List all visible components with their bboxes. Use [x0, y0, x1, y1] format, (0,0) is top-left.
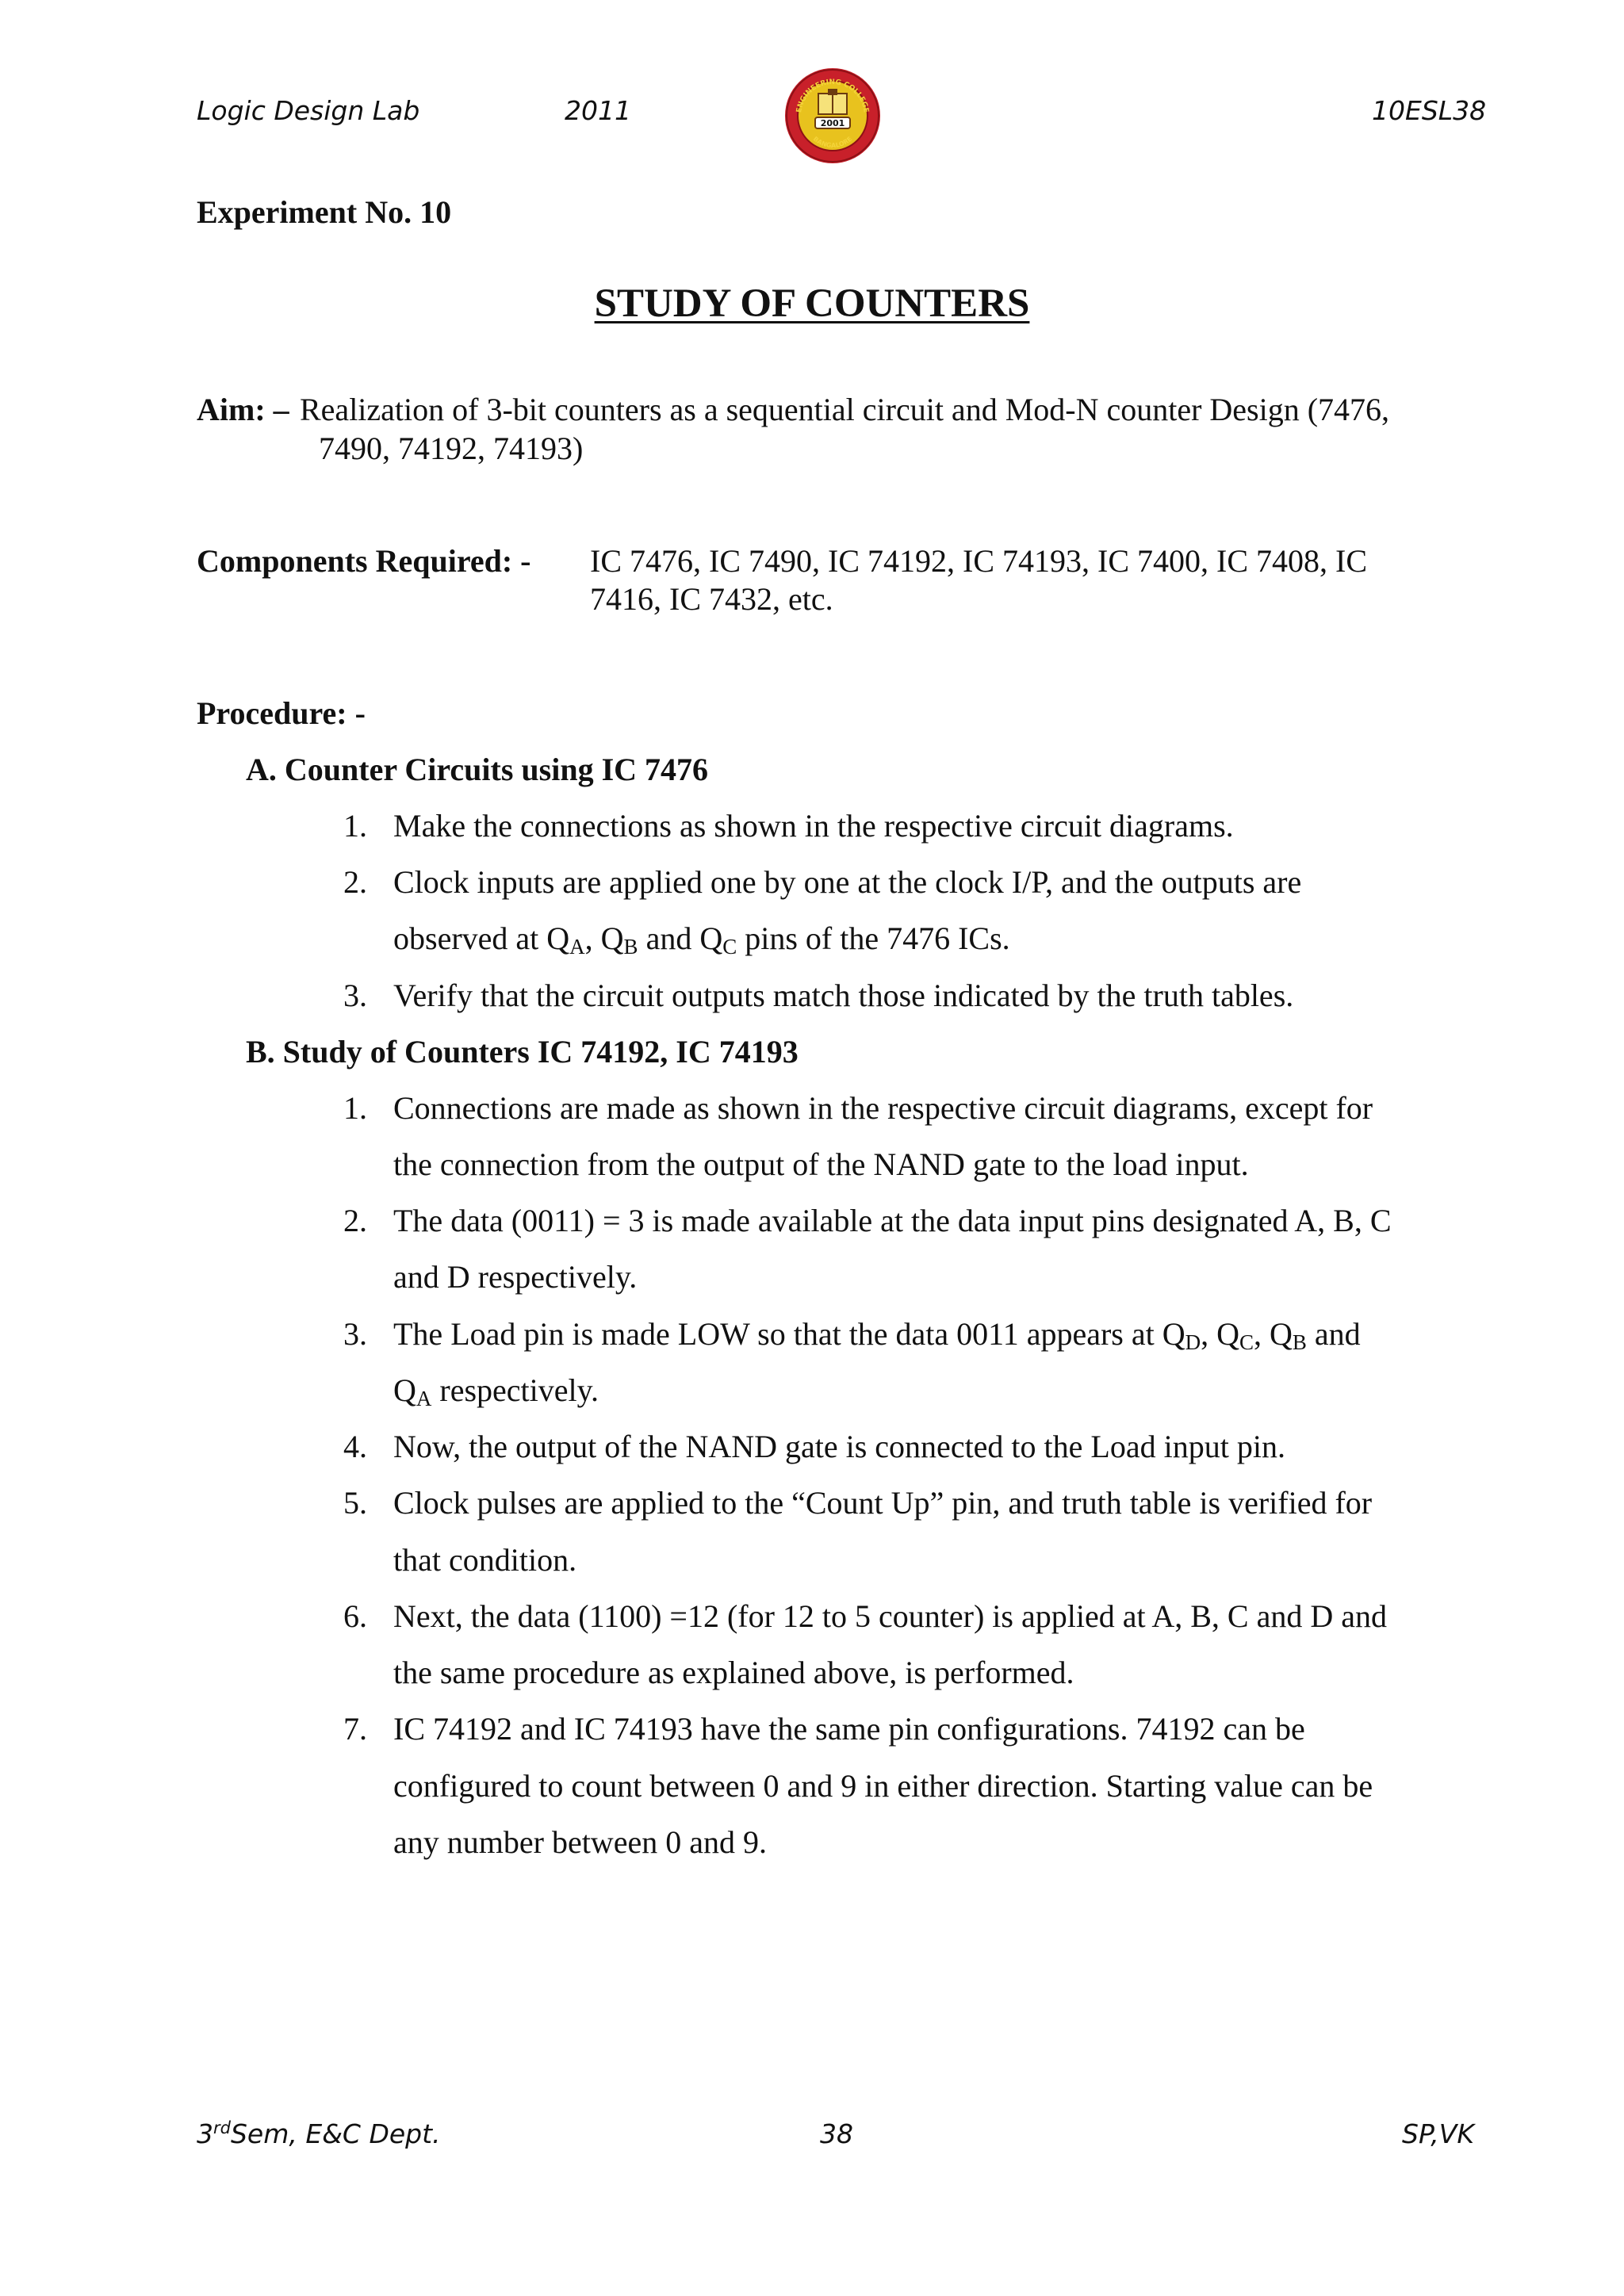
page-number: 38 [820, 2118, 853, 2149]
list-number: 6. [343, 1598, 367, 1634]
college-seal-logo [783, 67, 882, 165]
list-item-text: The data (0011) = 3 is made available at the data input pins designated A, B, C [393, 1203, 1392, 1238]
list-number: 4. [343, 1429, 367, 1464]
components-label: Components Required: - [197, 543, 531, 579]
aim-label: Aim: – [197, 392, 289, 427]
list-item-text-cont: that condition. [393, 1542, 577, 1578]
header-course-code: 10ESL38 [1372, 95, 1487, 126]
list-number: 1. [343, 808, 367, 844]
list-item-text: Clock inputs are applied one by one at the clock I/P, and the outputs are [393, 864, 1302, 900]
list-item-text: Connections are made as shown in the respective circuit diagrams, except for [393, 1090, 1373, 1126]
header-year: 2011 [565, 95, 631, 126]
footer-semester: 3rdSem, E&C Dept. [197, 2118, 441, 2149]
aim-text-line2: 7490, 74192, 74193) [319, 430, 584, 466]
list-number: 2. [343, 1203, 367, 1238]
list-item-text: Clock pulses are applied to the “Count Up” pin, and truth table is verified for [393, 1485, 1373, 1521]
section-a-heading: A. Counter Circuits using IC 7476 [246, 752, 709, 787]
footer-authors: SP,VK [1402, 2118, 1475, 2149]
list-item-text-cont: any number between 0 and 9. [393, 1824, 767, 1860]
list-number: 7. [343, 1711, 367, 1747]
list-item-text-cont: configured to count between 0 and 9 in either direction. Starting value can be [393, 1768, 1373, 1804]
section-b-heading: B. Study of Counters IC 74192, IC 74193 [246, 1034, 799, 1070]
svg-text:2001: 2001 [820, 118, 845, 128]
list-item-text-cont: the connection from the output of the NAND gate to the load input. [393, 1146, 1249, 1182]
procedure-label: Procedure: - [197, 695, 366, 731]
list-number: 2. [343, 864, 367, 900]
list-item-text-cont: observed at $Q_A$, $Q_B$ and $Q_C$ pins of the 7476 ICs. [393, 920, 1010, 959]
list-number: 1. [343, 1090, 367, 1126]
components-line1: IC 7476, IC 7490, IC 74192, IC 74193, IC 7400, IC 7408, IC [590, 543, 1367, 579]
list-item-text: Verify that the circuit outputs match those indicated by the truth tables. [393, 978, 1294, 1013]
svg-text:BANGALORE: BANGALORE [811, 135, 854, 150]
page-title: STUDY OF COUNTERS [594, 281, 1030, 326]
header-lab-name: Logic Design Lab [197, 95, 420, 126]
list-item-text: The Load pin is made LOW so that the data 0011 appears at $Q_D$, $Q_C$, $Q_B$ and [393, 1316, 1361, 1354]
experiment-number: Experiment No. 10 [197, 194, 452, 230]
list-item-text: IC 74192 and IC 74193 have the same pin configurations. 74192 can be [393, 1711, 1305, 1747]
list-item-text: Next, the data (1100) =12 (for 12 to 5 counter) is applied at A, B, C and D and [393, 1598, 1388, 1634]
aim-text-line1: Realization of 3-bit counters as a sequential circuit and Mod-N counter Design (7476, [300, 392, 1390, 427]
components-line2: 7416, IC 7432, etc. [590, 581, 833, 617]
list-number: 3. [343, 1316, 367, 1352]
list-item-text-cont: $Q_A$ respectively. [393, 1372, 599, 1410]
list-item-text-cont: and D respectively. [393, 1259, 638, 1295]
list-item-text: Now, the output of the NAND gate is connected to the Load input pin. [393, 1429, 1285, 1464]
page-footer [0, 2118, 1624, 2174]
list-item-text-cont: the same procedure as explained above, is performed. [393, 1655, 1074, 1690]
list-item-text: Make the connections as shown in the respective circuit diagrams. [393, 808, 1234, 844]
list-number: 5. [343, 1485, 367, 1521]
svg-text:ENGINEERING COLLEGE: ENGINEERING COLLEGE [795, 78, 870, 113]
list-number: 3. [343, 978, 367, 1013]
